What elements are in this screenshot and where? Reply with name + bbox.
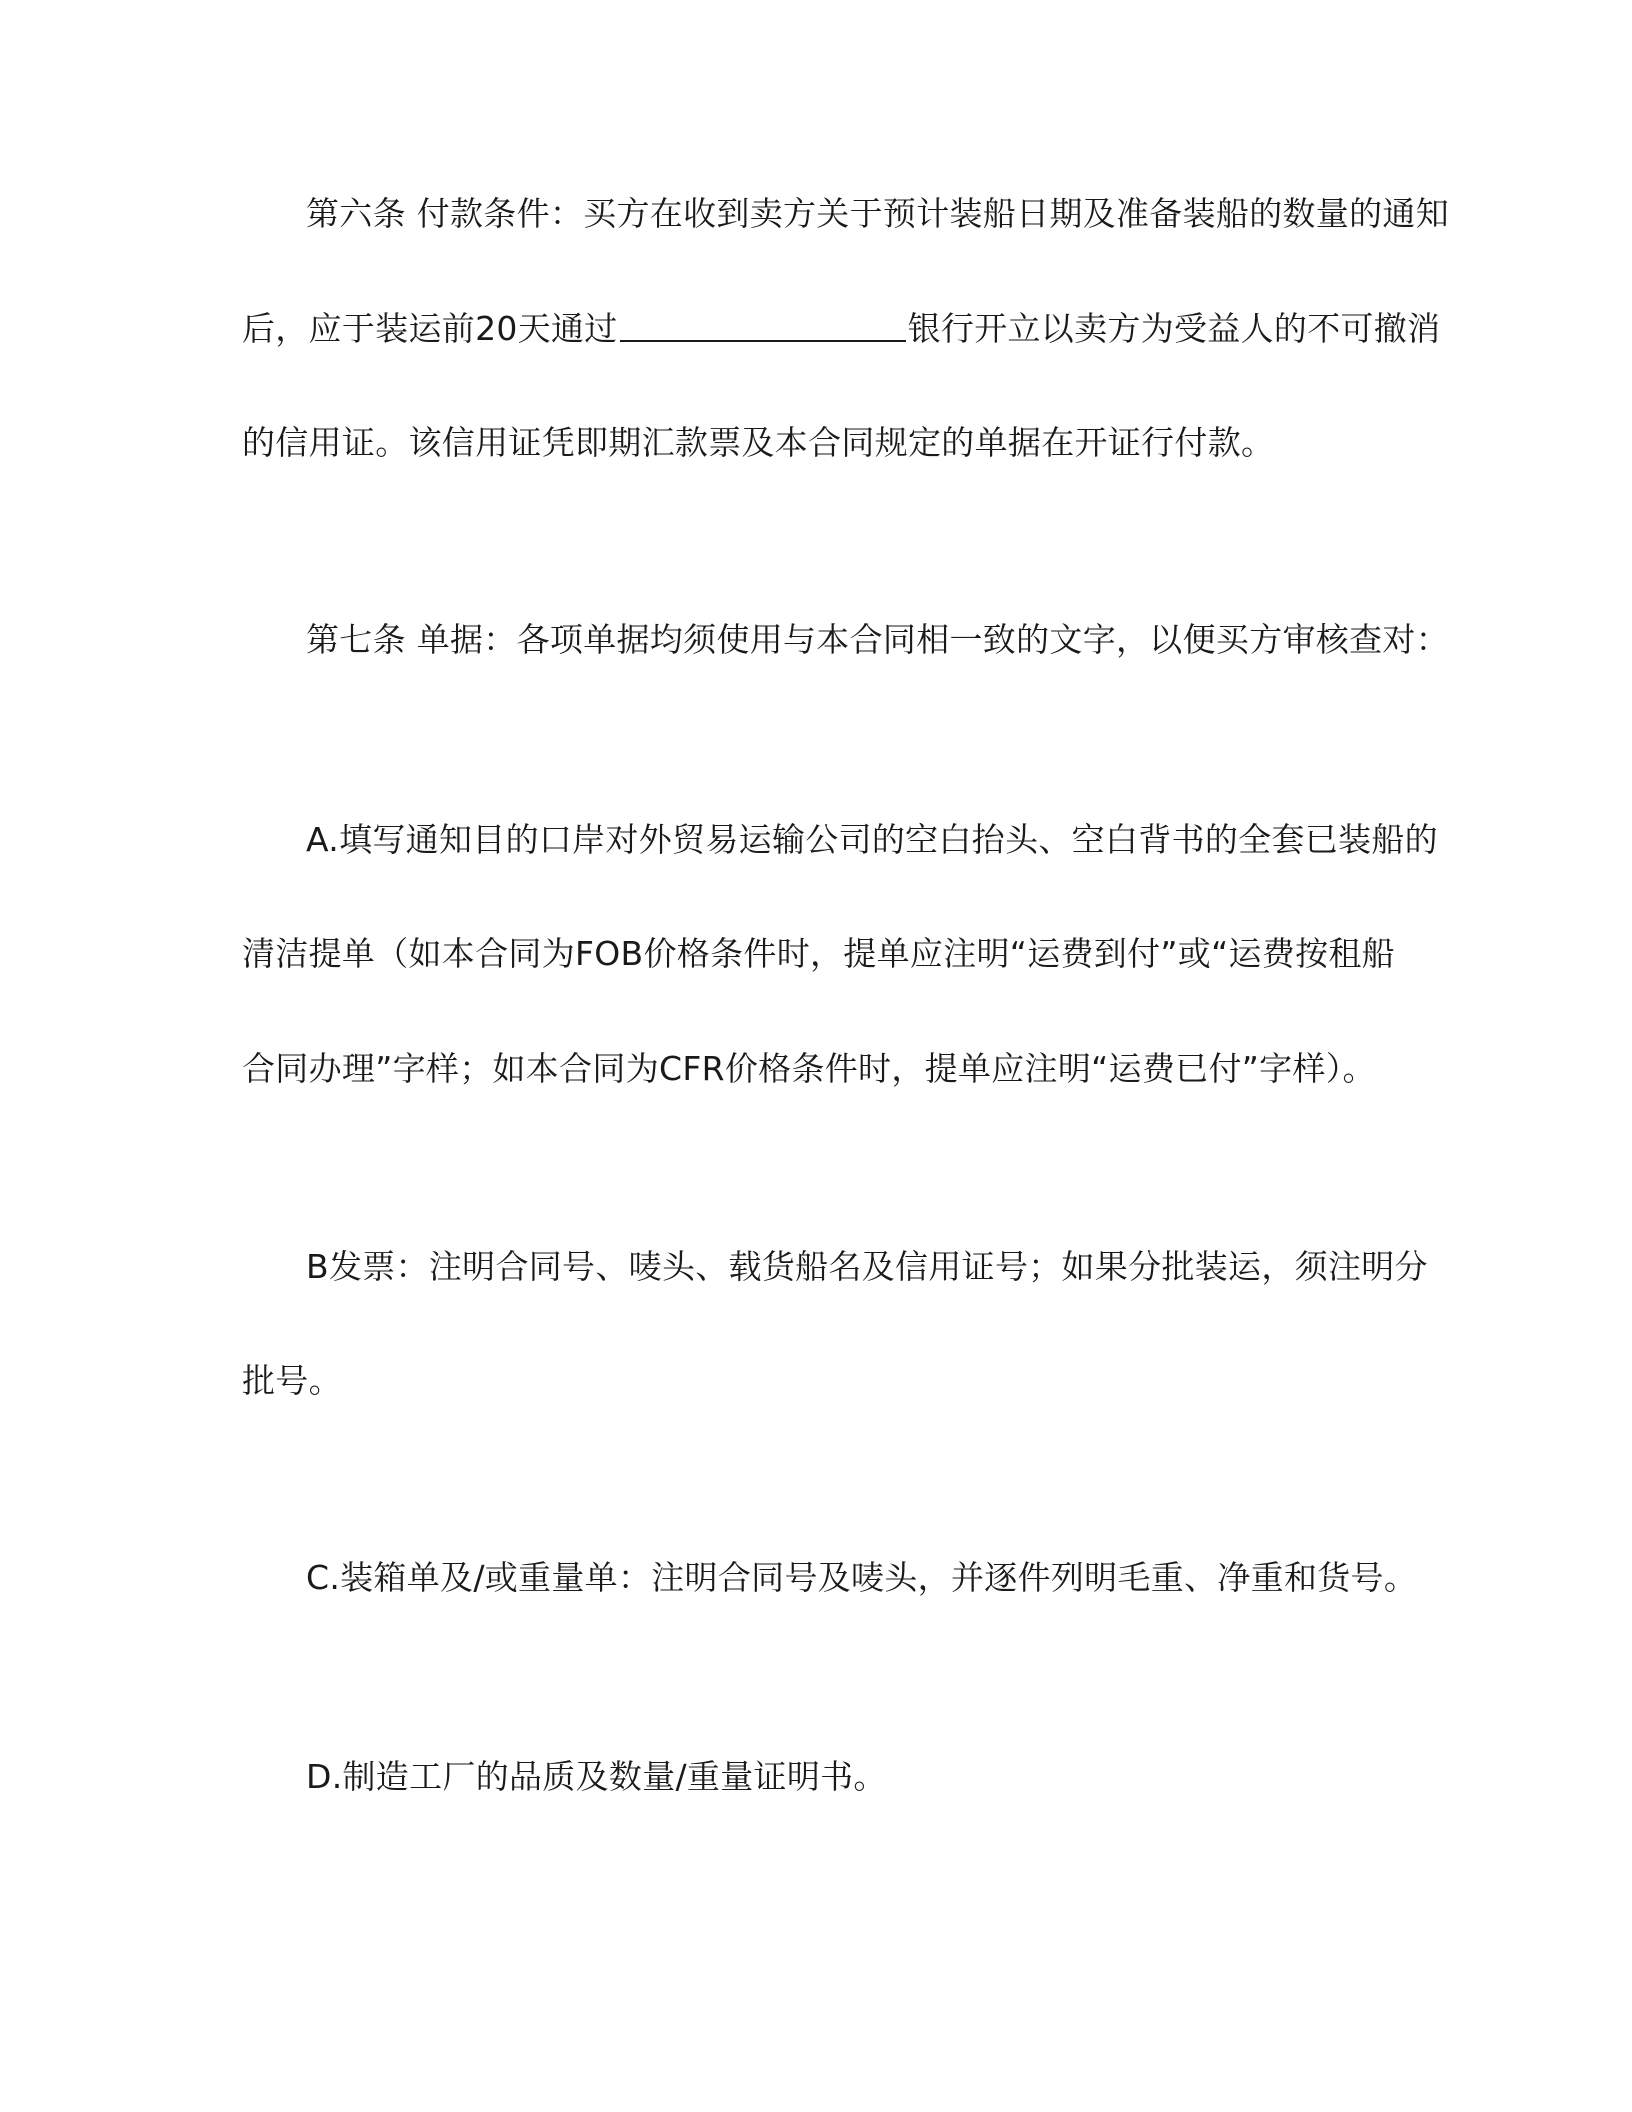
bank-name-blank[interactable] bbox=[620, 310, 906, 342]
item-a-line-3: 合同办理”字样；如本合同为CFR价格条件时，提单应注明“运费已付”字样）。 bbox=[242, 1049, 1376, 1088]
item-a-line-1: A.填写通知目的口岸对外贸易运输公司的空白抬头、空白背书的全套已装船的 bbox=[306, 820, 1438, 859]
article-6-line-1: 第六条 付款条件：买方在收到卖方关于预计装船日期及准备装船的数量的通知 bbox=[306, 194, 1449, 233]
item-d-line-1: D.制造工厂的品质及数量/重量证明书。 bbox=[306, 1757, 887, 1796]
item-b-line-2: 批号。 bbox=[242, 1361, 342, 1400]
item-c-line-1: C.装箱单及/或重量单：注明合同号及唛头，并逐件列明毛重、净重和货号。 bbox=[306, 1558, 1418, 1597]
article-7-line-1: 第七条 单据：各项单据均须使用与本合同相一致的文字，以便买方审核查对： bbox=[306, 620, 1449, 659]
article-6-line-2 bbox=[242, 305, 1441, 353]
article-6-line-2-end: 银行开立以卖方为受益人的不可撤消 bbox=[907, 309, 1441, 348]
item-a-line-2: 清洁提单（如本合同为FOB价格条件时，提单应注明“运费到付”或“运费按租船 bbox=[242, 934, 1395, 973]
item-b-line-1: B发票：注明合同号、唛头、载货船名及信用证号；如果分批装运，须注明分 bbox=[306, 1247, 1428, 1286]
article-6-line-2-start: 后，应于装运前20天通过 bbox=[242, 309, 618, 348]
article-6-line-3: 的信用证。该信用证凭即期汇款票及本合同规定的单据在开证行付款。 bbox=[242, 423, 1275, 462]
